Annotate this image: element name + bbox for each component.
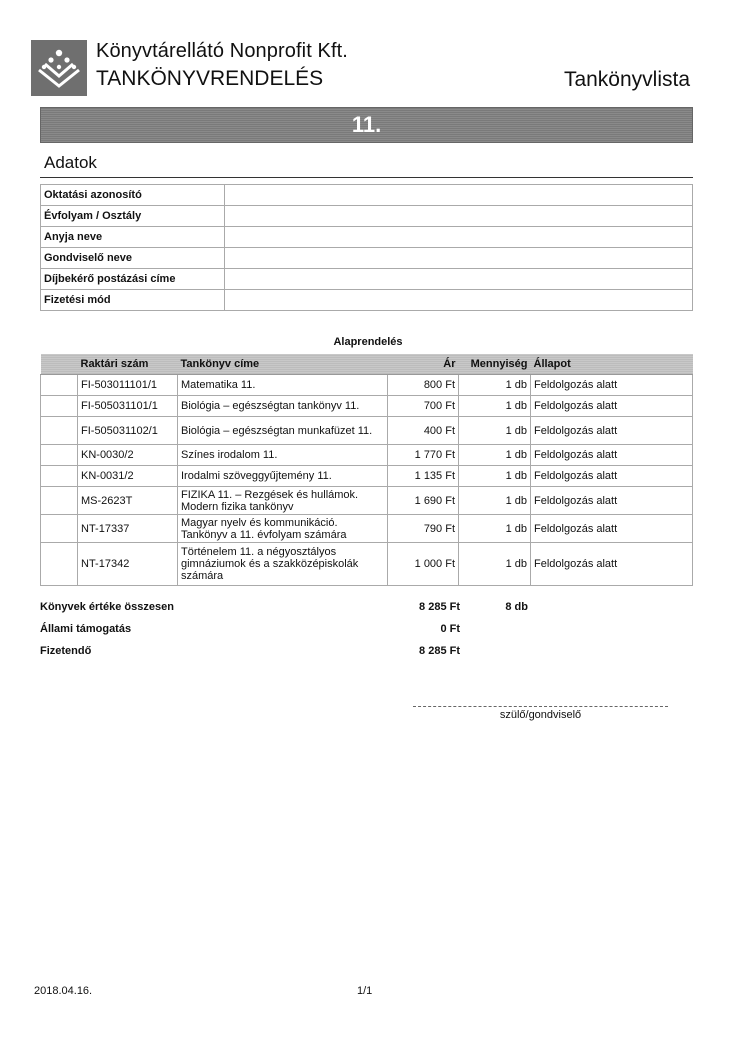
header-status: Állapot [531, 354, 693, 375]
field-value [225, 248, 693, 269]
field-value [225, 269, 693, 290]
table-row [41, 375, 693, 396]
books-total-value: 8 285 Ft [419, 601, 460, 613]
row-blank [41, 396, 78, 417]
book-status: Feldolgozás alatt [531, 396, 693, 417]
field-value [225, 227, 693, 248]
books-total-label: Könyvek értéke összesen [40, 601, 174, 613]
row-blank [41, 417, 78, 445]
book-price: 1 135 Ft [388, 466, 459, 487]
table-row [41, 445, 693, 466]
book-quantity: 1 db [459, 466, 531, 487]
book-price: 1 690 Ft [388, 487, 459, 515]
book-title: Matematika 11. [178, 375, 388, 396]
form-row-guardian-name [41, 248, 693, 269]
list-title: Tankönyvlista [563, 68, 690, 91]
field-label: Évfolyam / Osztály [41, 206, 225, 227]
form-row-student-id [41, 185, 693, 206]
book-title: Magyar nyelv és kommunikáció. Tankönyv a 11. évfolyam számára [178, 515, 388, 543]
book-status: Feldolgozás alatt [531, 487, 693, 515]
section-divider [40, 177, 693, 178]
book-status: Feldolgozás alatt [531, 417, 693, 445]
field-value [225, 206, 693, 227]
form-row-payment-method [41, 290, 693, 311]
form-row-mother-name [41, 227, 693, 248]
signature-label: szülő/gondviselő [499, 709, 582, 721]
book-title: Biológia – egészségtan tankönyv 11. [178, 396, 388, 417]
book-code: NT-17337 [78, 515, 178, 543]
header-title: Tankönyv címe [178, 354, 388, 375]
row-blank [41, 375, 78, 396]
data-form [40, 184, 693, 311]
book-price: 700 Ft [388, 396, 459, 417]
field-value [225, 185, 693, 206]
field-label: Fizetési mód [41, 290, 225, 311]
book-code: NT-17342 [78, 543, 178, 586]
book-price: 400 Ft [388, 417, 459, 445]
row-blank [41, 515, 78, 543]
grade-banner: 11. [40, 107, 693, 143]
field-label: Oktatási azonosító [41, 185, 225, 206]
book-quantity: 1 db [459, 445, 531, 466]
book-status: Feldolgozás alatt [531, 543, 693, 586]
header-price: Ár [388, 354, 459, 375]
book-price: 800 Ft [388, 375, 459, 396]
footer-date: 2018.04.16. [34, 985, 93, 997]
table-row [41, 396, 693, 417]
header-blank [41, 354, 78, 375]
table-row [41, 543, 693, 586]
row-blank [41, 543, 78, 586]
data-section-title: Adatok [44, 153, 97, 172]
book-title: Irodalmi szöveggyűjtemény 11. [178, 466, 388, 487]
order-header-row [41, 354, 693, 375]
payable-label: Fizetendő [40, 645, 92, 657]
book-quantity: 1 db [459, 543, 531, 586]
header-quantity: Mennyiség [459, 354, 531, 375]
table-row [41, 487, 693, 515]
book-status: Feldolgozás alatt [531, 445, 693, 466]
form-row-grade-class [41, 206, 693, 227]
book-price: 1 000 Ft [388, 543, 459, 586]
table-row [41, 466, 693, 487]
system-title: TANKÖNYVRENDELÉS [96, 67, 324, 90]
organization-name: Könyvtárellátó Nonprofit Kft. [96, 40, 348, 62]
order-table [40, 354, 693, 586]
state-support-label: Állami támogatás [40, 623, 132, 635]
order-title: Alaprendelés [333, 336, 403, 348]
book-status: Feldolgozás alatt [531, 466, 693, 487]
state-support-value: 0 Ft [440, 623, 460, 635]
book-price: 1 770 Ft [388, 445, 459, 466]
footer-page-number: 1/1 [357, 985, 373, 997]
book-status: Feldolgozás alatt [531, 515, 693, 543]
book-price: 790 Ft [388, 515, 459, 543]
book-status: Feldolgozás alatt [531, 375, 693, 396]
field-label: Gondviselő neve [41, 248, 225, 269]
field-label: Anyja neve [41, 227, 225, 248]
book-code: FI-503011101/1 [78, 375, 178, 396]
book-quantity: 1 db [459, 396, 531, 417]
table-row [41, 515, 693, 543]
book-code: KN-0031/2 [78, 466, 178, 487]
field-value [225, 290, 693, 311]
payable-value: 8 285 Ft [419, 645, 460, 657]
row-blank [41, 466, 78, 487]
book-code: KN-0030/2 [78, 445, 178, 466]
table-row [41, 417, 693, 445]
signature-line [413, 706, 668, 707]
book-supplier-logo-icon [31, 40, 87, 96]
row-blank [41, 445, 78, 466]
book-title: Történelem 11. a négyosztályos gimnáziumok és a szakközépiskolák számára [178, 543, 388, 586]
book-title: Biológia – egészségtan munkafüzet 11. [178, 417, 388, 445]
book-quantity: 1 db [459, 515, 531, 543]
book-quantity: 1 db [459, 487, 531, 515]
book-code: FI-505031101/1 [78, 396, 178, 417]
field-label: Díjbekérő postázási címe [41, 269, 225, 290]
book-code: MS-2623T [78, 487, 178, 515]
header-code: Raktári szám [78, 354, 178, 375]
form-row-billing-address [41, 269, 693, 290]
books-total-quantity: 8 db [505, 601, 528, 613]
book-quantity: 1 db [459, 417, 531, 445]
book-quantity: 1 db [459, 375, 531, 396]
book-code: FI-505031102/1 [78, 417, 178, 445]
row-blank [41, 487, 78, 515]
book-title: FIZIKA 11. – Rezgések és hullámok. Modern fizika tankönyv [178, 487, 388, 515]
book-title: Színes irodalom 11. [178, 445, 388, 466]
